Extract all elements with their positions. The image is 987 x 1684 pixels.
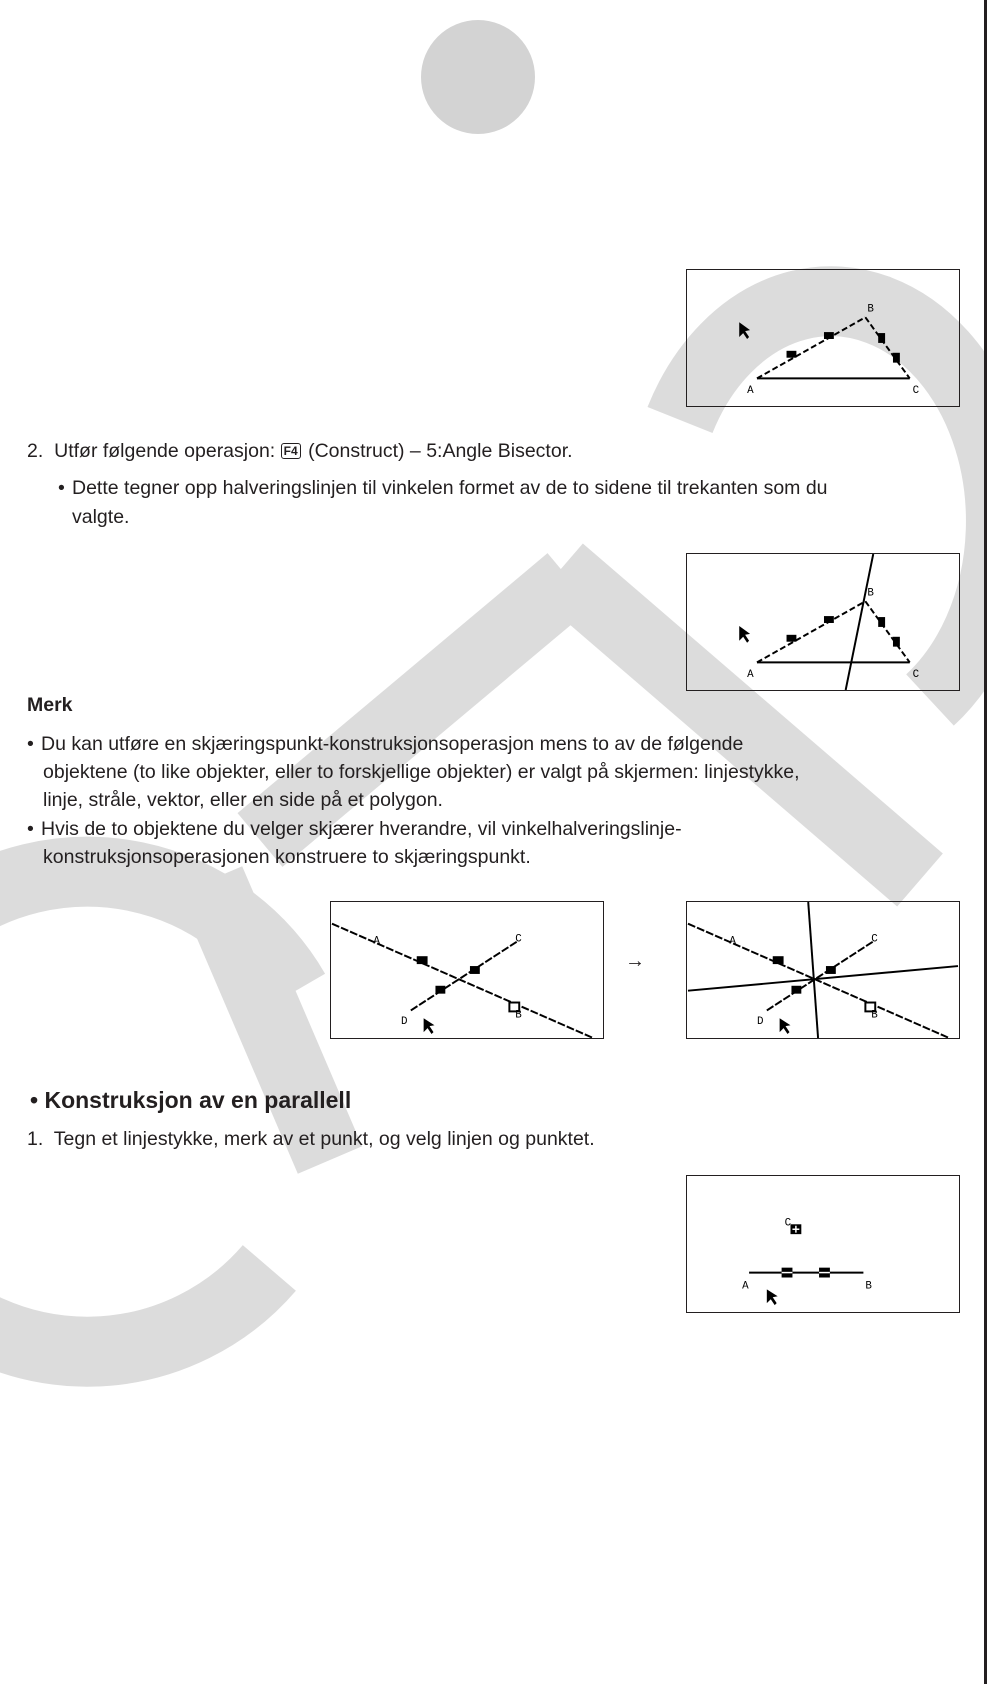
intersect-before-diagram — [331, 902, 603, 1038]
heading-title: Konstruksjon av en parallell — [44, 1087, 352, 1113]
svg-text:C: C — [912, 669, 920, 682]
step-text: Utfør følgende operasjon: — [54, 440, 281, 462]
svg-text:B: B — [515, 1009, 522, 1022]
step-2-note-cont: valgte. — [72, 506, 130, 528]
calculator-screen-parallel — [686, 1175, 960, 1313]
svg-text:A: A — [747, 385, 754, 398]
section-heading — [30, 1087, 351, 1114]
svg-text:C: C — [515, 933, 522, 946]
cursor-icon — [739, 322, 750, 339]
step-number: 1. — [27, 1128, 44, 1150]
note-bullet-1-line2: objektene (to like objekter, eller to forskjellige objekter) er valgt på skjermen: linjestykke, — [43, 761, 800, 783]
calculator-screen-bisector — [686, 553, 960, 691]
cursor-icon — [767, 1289, 778, 1305]
svg-text:A: A — [742, 1280, 749, 1293]
cursor-icon — [739, 626, 750, 643]
parallel-diagram — [687, 1176, 959, 1312]
note-bullet-2-line2: konstruksjonsoperasjonen konstruere to skjæringspunkt. — [43, 846, 531, 868]
svg-text:B: B — [867, 587, 874, 600]
calculator-screen-intersect-before — [330, 901, 604, 1039]
calculator-screen-intersect-after — [686, 901, 960, 1039]
svg-text:A: A — [373, 935, 380, 948]
svg-text:A: A — [729, 935, 736, 948]
heading-bullet: • — [30, 1087, 39, 1113]
step-2-note: • Dette tegner opp halveringslinjen til vinkelen formet av de to sidene til trekanten som du — [58, 477, 828, 499]
svg-text:D: D — [400, 1016, 408, 1029]
cursor-icon — [780, 1018, 791, 1034]
svg-text:C: C — [784, 1217, 792, 1230]
note-bullet-1: • Du kan utføre en skjæringspunkt-konstruksjonsoperasjon mens to av de følgende — [27, 733, 744, 755]
svg-text:C: C — [912, 385, 920, 398]
svg-text:A: A — [747, 669, 754, 682]
triangle-diagram — [687, 270, 959, 406]
arrow-icon: → — [625, 950, 645, 972]
svg-text:B: B — [871, 1009, 878, 1022]
parallel-step-1 — [27, 1125, 595, 1153]
bisector-diagram — [687, 554, 959, 690]
svg-text:B: B — [867, 303, 874, 316]
step-number: 2. — [27, 440, 44, 462]
f4-key-icon: F4 — [281, 443, 301, 459]
calculator-screen-triangle — [686, 269, 960, 407]
note-bullet-2: • Hvis de to objektene du velger skjærer hverandre, vil vinkelhalveringslinje- — [27, 818, 682, 840]
svg-text:C: C — [871, 933, 878, 946]
note-bullet-1-line3: linje, stråle, vektor, eller en side på et polygon. — [43, 789, 443, 811]
intersect-after-diagram — [687, 902, 959, 1038]
note-heading: Merk — [27, 694, 73, 716]
svg-text:D: D — [756, 1016, 764, 1029]
step-text: Tegn et linjestykke, merk av et punkt, og velg linjen og punktet. — [53, 1128, 595, 1150]
cursor-icon — [424, 1018, 435, 1034]
svg-text:B: B — [865, 1280, 872, 1293]
step-text-suffix: (Construct) – 5:Angle Bisector. — [308, 440, 573, 462]
step-2 — [27, 437, 573, 465]
